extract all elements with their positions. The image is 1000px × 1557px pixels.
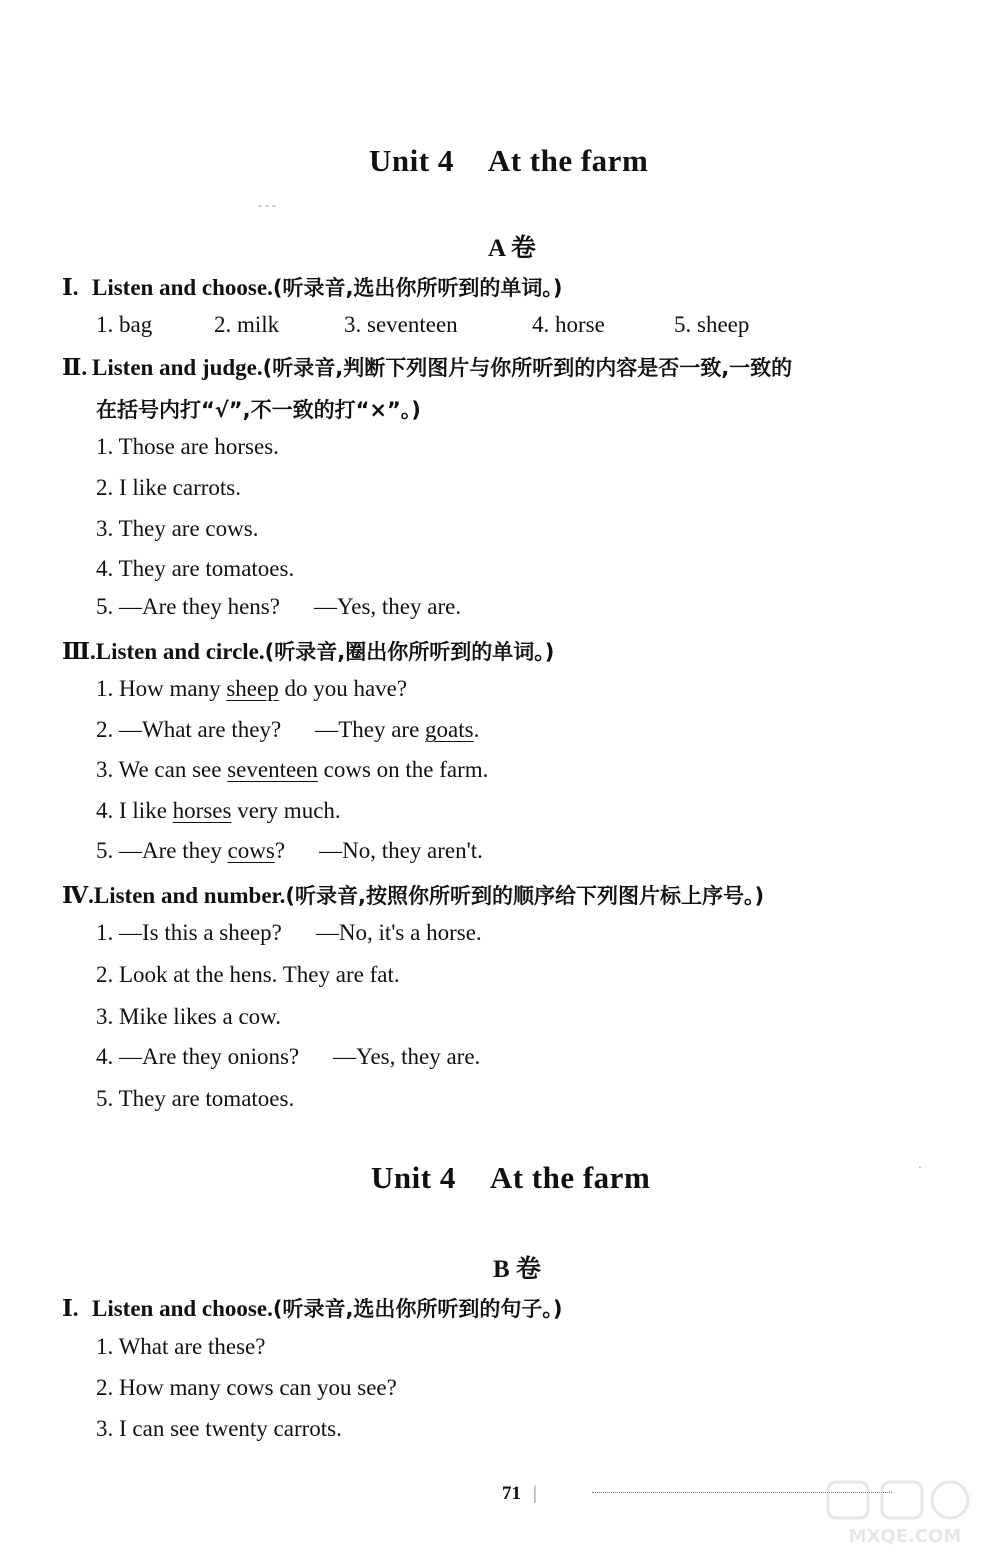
section-instruction-en: Listen and number. <box>93 883 286 908</box>
text: do you have? <box>278 676 408 701</box>
section-number: Ⅲ. <box>62 639 96 664</box>
list-item: 3. They are cows. <box>96 516 259 541</box>
text: 1. How many <box>96 676 227 701</box>
text: . <box>473 717 480 742</box>
text: —They are <box>315 717 426 742</box>
text: 4. I like <box>96 798 173 823</box>
list-item: 4. They are tomatoes. <box>96 556 295 581</box>
section-number: Ⅱ. <box>62 355 88 380</box>
underlined-word: cows <box>227 838 275 863</box>
section-instruction-cn: (听录音,判断下列图片与你所听到的内容是否一致,一致的 <box>262 356 793 380</box>
list-item <box>96 798 341 824</box>
answer: —No, it's a horse. <box>315 920 482 945</box>
question: 5. —Are they hens? <box>96 594 280 619</box>
section-instruction-en: Listen and choose. <box>92 1296 273 1321</box>
list-item <box>96 717 479 743</box>
list-item: 1. What are these? <box>96 1334 266 1359</box>
answer: —Yes, they are. <box>313 594 462 619</box>
answer: —No, they aren't. <box>319 838 483 863</box>
answer: —Yes, they are. <box>333 1044 481 1069</box>
list-item <box>96 676 407 702</box>
section-instruction-en: Listen and circle. <box>95 639 265 664</box>
section-a3-heading <box>62 636 554 666</box>
underlined-word: sheep <box>226 676 279 701</box>
underlined-word: horses <box>172 798 232 823</box>
word-item: 4. horse <box>532 312 605 337</box>
list-item: 1. Those are horses. <box>96 434 279 459</box>
list-item <box>96 757 488 783</box>
text: very much. <box>231 798 341 823</box>
section-number: Ⅰ. <box>62 275 79 300</box>
list-item: 5. They are tomatoes. <box>96 1086 295 1111</box>
section-a2-heading <box>62 352 792 382</box>
question: 4. —Are they onions? <box>96 1044 300 1069</box>
section-instruction-cn: (听录音,圈出你所听到的单词。) <box>264 640 555 664</box>
watermark-logo <box>820 1478 990 1548</box>
word-item: 3. seventeen <box>344 312 458 337</box>
section-instruction-en: Listen and choose. <box>92 275 273 300</box>
section-instruction-cn: 在括号内打“√”,不一致的打“×”。) <box>96 398 421 422</box>
paper-a-label: A 卷 <box>488 235 536 262</box>
unit-title-b <box>371 1160 650 1196</box>
section-b1-heading <box>62 1293 563 1323</box>
text: 3. We can see <box>96 757 228 782</box>
list-item <box>96 594 461 620</box>
page-number-text: 71 <box>502 1483 521 1504</box>
list-item: 2. How many cows can you see? <box>96 1375 397 1400</box>
list-item: 2. I like carrots. <box>96 475 241 500</box>
unit-title-a <box>369 143 648 179</box>
section-instruction-cn: (听录音,选出你所听到的单词。) <box>272 276 563 300</box>
section-a4-heading <box>62 880 764 910</box>
list-item: 3. Mike likes a cow. <box>96 1004 282 1029</box>
section-a2-heading-cont <box>96 394 421 424</box>
scan-speck: - - - <box>258 198 276 212</box>
word-item: 1. bag <box>96 312 153 337</box>
text: cows on the farm. <box>317 757 489 782</box>
page-number: 71 | <box>502 1483 537 1504</box>
list-item <box>96 838 483 864</box>
section-instruction-cn: (听录音,选出你所听到的句子。) <box>272 1297 563 1321</box>
unit-title-a-name: At the farm <box>487 143 649 178</box>
section-number: Ⅰ. <box>62 1296 79 1321</box>
word-item: 2. milk <box>214 312 280 337</box>
word-item: 5. sheep <box>674 312 750 337</box>
paper-b-label: B 卷 <box>493 1256 541 1283</box>
list-item <box>96 1044 480 1070</box>
list-item: 3. I can see twenty carrots. <box>96 1416 342 1441</box>
unit-title-b-num: Unit 4 <box>371 1160 456 1195</box>
unit-title-a-num: Unit 4 <box>369 143 454 178</box>
watermark-text: MXQE.COM <box>848 1526 962 1547</box>
section-number: Ⅳ. <box>62 883 94 908</box>
text: ? <box>274 838 286 863</box>
text: 5. —Are they <box>96 838 228 863</box>
answer <box>315 717 479 742</box>
section-a1-heading <box>62 272 563 302</box>
question: 1. —Is this a sheep? <box>96 920 282 945</box>
unit-title-b-name: At the farm <box>489 1160 651 1195</box>
section-instruction-cn: (听录音,按照你所听到的顺序给下列图片标上序号。) <box>285 884 765 908</box>
section-instruction-en: Listen and judge. <box>92 355 263 380</box>
list-item <box>96 920 482 946</box>
question: 2. —What are they? <box>96 717 282 742</box>
list-item: 2. Look at the hens. They are fat. <box>96 962 400 987</box>
underlined-word: goats <box>425 717 474 742</box>
scan-speck: · <box>918 1160 922 1174</box>
underlined-word: seventeen <box>227 757 318 782</box>
